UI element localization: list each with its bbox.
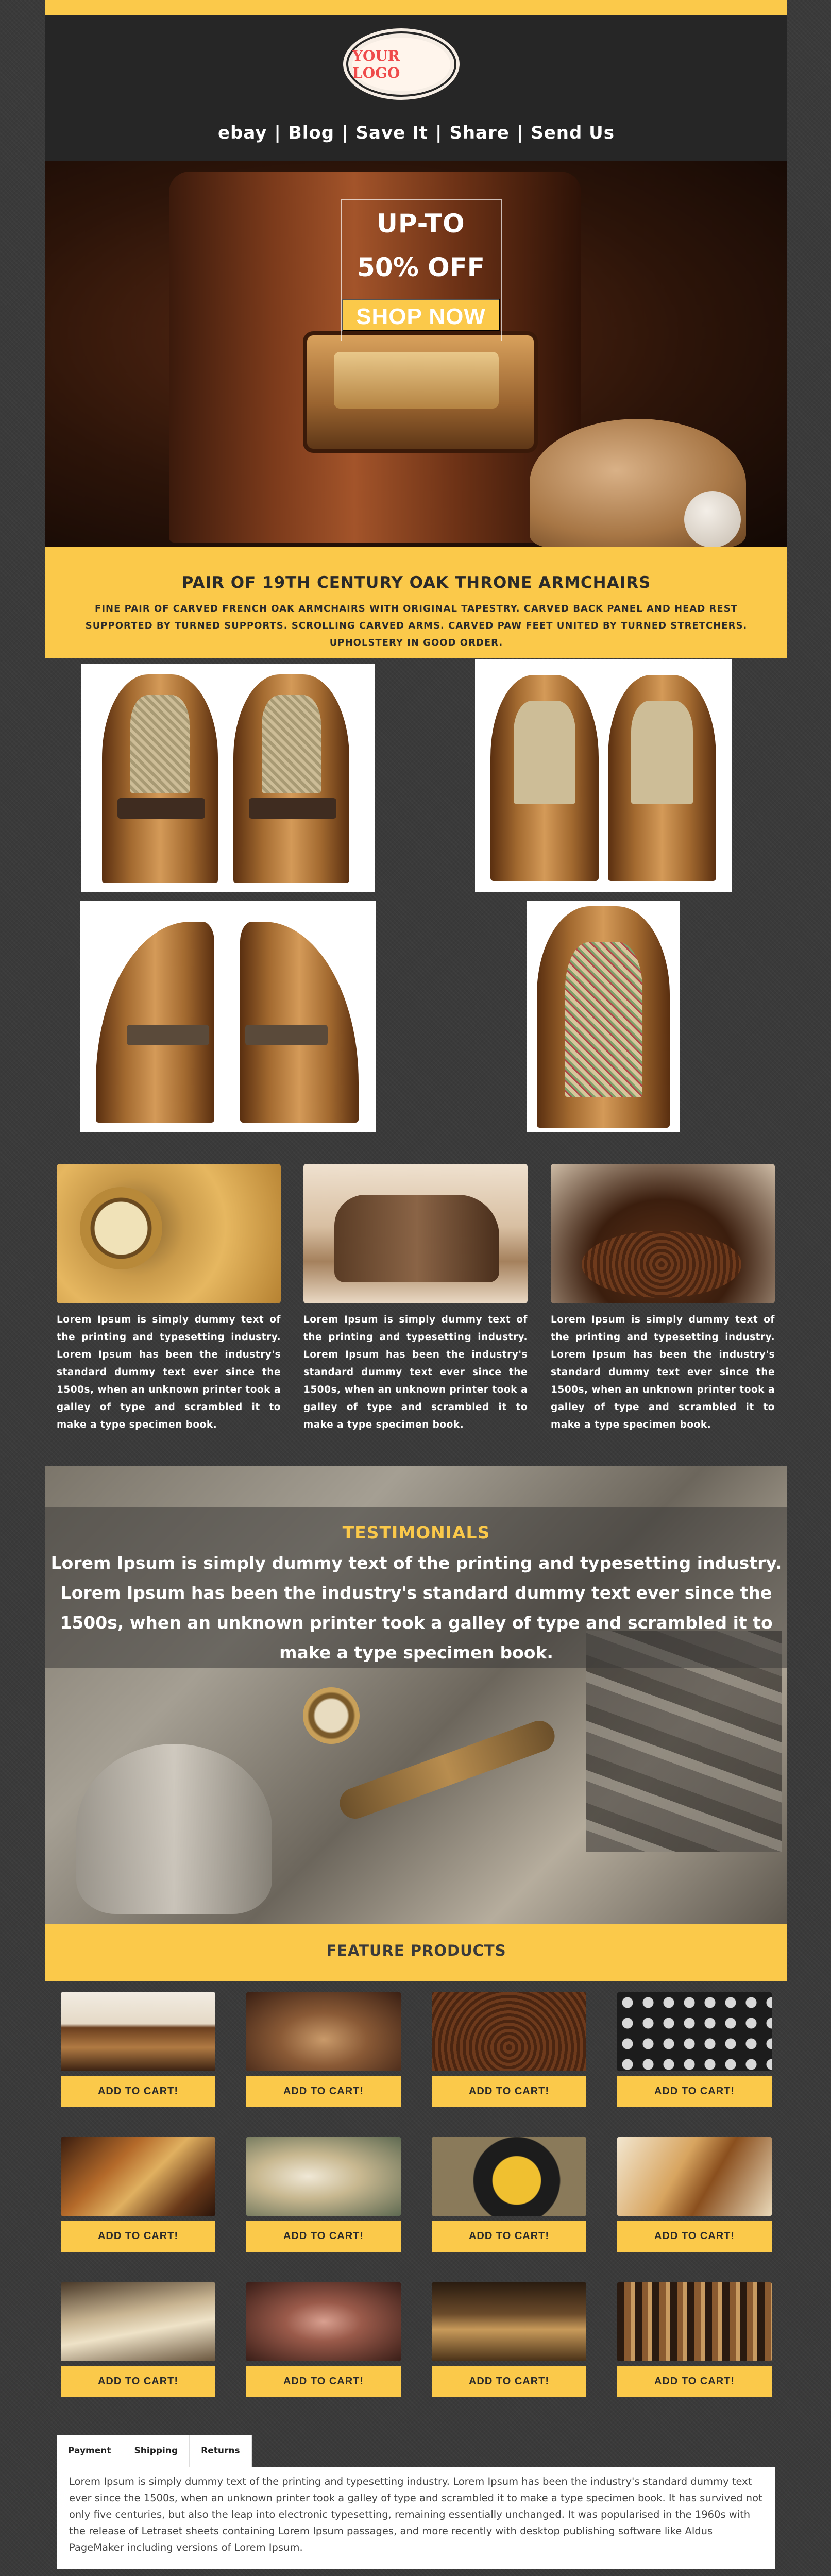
chair-cane-back	[514, 701, 575, 804]
add-to-cart-button[interactable]: ADD TO CART!	[61, 2366, 215, 2397]
tab-content-panel	[57, 2467, 775, 2569]
nav-ebay[interactable]: ebay	[217, 123, 267, 143]
info-tabs	[57, 2435, 252, 2468]
chair-photo-side[interactable]	[80, 901, 376, 1132]
key-icon	[335, 1717, 559, 1823]
tab-payment[interactable]: Payment	[57, 2435, 123, 2468]
nav-separator: |	[435, 123, 443, 143]
shop-now-button[interactable]: SHOP NOW	[342, 299, 500, 331]
product-description: FINE PAIR OF CARVED FRENCH OAK ARMCHAIRS WITH ORIGINAL TAPESTRY. CARVED BACK PANEL AND HEAD REST SUPPORTED BY TURNED SUPPORTS. SCROLLING CARVED ARMS. CARVED PAW FEET UNITED BY TURNED STRETCHERS. UPHOLSTERY IN GOOD ORDER.	[85, 603, 748, 648]
baseball-illustration	[684, 491, 741, 547]
jewelry-box-icon[interactable]	[246, 1992, 401, 2071]
testimonials-title: TESTIMONIALS	[342, 1522, 490, 1543]
nav-blog[interactable]: Blog	[288, 123, 335, 143]
chair-room-icon[interactable]	[432, 2282, 586, 2361]
testimonial-quote: Lorem Ipsum is simply dummy text of the printing and typesetting industry. Lorem Ipsum has been the industry's standard dummy text ever since the 1500s, when an unknown printer took a galley of type and scrambled it to make a type specimen book.	[50, 1553, 782, 1663]
book-glasses-icon[interactable]	[61, 2282, 215, 2361]
coffee-beans-icon	[582, 1231, 741, 1298]
main-nav	[45, 117, 787, 148]
chair-photo-detail[interactable]	[527, 901, 680, 1132]
add-to-cart-button[interactable]: ADD TO CART!	[432, 2076, 586, 2107]
tab-returns[interactable]: Returns	[190, 2435, 251, 2468]
typewriter-icon[interactable]	[617, 1992, 772, 2071]
promo-discount: 50% OFF	[357, 252, 485, 282]
radio-icon[interactable]	[61, 1992, 215, 2071]
chair-shape	[96, 922, 214, 1123]
chair-seat	[127, 1025, 209, 1045]
feature-products-header	[45, 1924, 787, 1981]
tab-content-text: Lorem Ipsum is simply dummy text of the printing and typesetting industry. Lorem Ipsum has been the industry's standard dummy text ever since the 1500s, when an unknown printer took a galley of type and scrambled it to make a type specimen book. It has survived not only five centuries, but also the leap into electronic typesetting, remaining essentially unchanged. It was popularised in the 1960s with the release of Letraset sheets containing Lorem Ipsum passages, and more recently with desktop publishing software like Aldus PageMaker including versions of Lorem Ipsum.	[69, 2476, 762, 2553]
teacups-icon[interactable]	[246, 2137, 401, 2216]
logo-text: YOUR LOGO	[352, 38, 450, 91]
card-text: Lorem Ipsum is simply dummy text of the printing and typesetting industry. Lorem Ipsum has been the industry's standard dummy text ever since the 1500s, when an unknown printer took a galley of type and scrambled it to make a type specimen book.	[303, 1314, 528, 1430]
add-to-cart-button[interactable]: ADD TO CART!	[246, 2221, 401, 2252]
chair-photo-back[interactable]	[475, 659, 732, 892]
chair-tapestry	[130, 695, 190, 793]
radio-dial	[334, 352, 499, 409]
add-to-cart-button[interactable]: ADD TO CART!	[61, 2221, 215, 2252]
add-to-cart-button[interactable]: ADD TO CART!	[61, 2076, 215, 2107]
feature-products-title: FEATURE PRODUCTS	[326, 1942, 506, 1959]
chair-cane-back	[631, 701, 693, 804]
chair-tapestry	[262, 695, 321, 793]
violin-icon[interactable]	[617, 2137, 772, 2216]
spoons-illustration	[76, 1744, 272, 1914]
chair-shape	[240, 922, 359, 1123]
nav-share[interactable]: Share	[449, 123, 510, 143]
chair-tapestry	[565, 942, 642, 1097]
logo[interactable]	[343, 28, 460, 100]
car-icon	[334, 1195, 499, 1282]
product-title: PAIR OF 19TH CENTURY OAK THRONE ARMCHAIRS	[181, 573, 651, 592]
tab-shipping[interactable]: Shipping	[123, 2435, 190, 2468]
chair-seat	[249, 798, 336, 819]
add-to-cart-button[interactable]: ADD TO CART!	[432, 2366, 586, 2397]
card-text: Lorem Ipsum is simply dummy text of the printing and typesetting industry. Lorem Ipsum has been the industry's standard dummy text ever since the 1500s, when an unknown printer took a galley of type and scrambled it to make a type specimen book.	[551, 1314, 775, 1430]
add-to-cart-button[interactable]: ADD TO CART!	[617, 2366, 772, 2397]
compass-icon	[80, 1187, 162, 1269]
chair-seat	[245, 1025, 328, 1045]
nav-separator: |	[274, 123, 281, 143]
nav-separator: |	[342, 123, 349, 143]
vintage-car-photo[interactable]	[303, 1164, 528, 1303]
add-to-cart-button[interactable]: ADD TO CART!	[617, 2221, 772, 2252]
coffee-grinder-photo[interactable]	[551, 1164, 775, 1303]
card-text: Lorem Ipsum is simply dummy text of the printing and typesetting industry. Lorem Ipsum has been the industry's standard dummy text ever since the 1500s, when an unknown printer took a galley of type and scrambled it to make a type specimen book.	[57, 1314, 281, 1430]
nav-separator: |	[516, 123, 524, 143]
pocket-watch-icon	[303, 1687, 360, 1744]
add-to-cart-button[interactable]: ADD TO CART!	[432, 2221, 586, 2252]
doll-icon[interactable]	[246, 2282, 401, 2361]
add-to-cart-button[interactable]: ADD TO CART!	[246, 2366, 401, 2397]
coffee-beans-icon[interactable]	[432, 1992, 586, 2071]
chair-photo-front[interactable]	[81, 664, 375, 892]
add-to-cart-button[interactable]: ADD TO CART!	[246, 2076, 401, 2107]
add-to-cart-button[interactable]: ADD TO CART!	[617, 2076, 772, 2107]
top-accent-strip	[45, 0, 787, 15]
telephone-icon[interactable]	[432, 2137, 586, 2216]
toys-icon[interactable]	[61, 2137, 215, 2216]
nav-save-it[interactable]: Save It	[355, 123, 428, 143]
chair-seat	[117, 798, 205, 819]
nav-send-us[interactable]: Send Us	[531, 123, 615, 143]
product-info	[45, 547, 787, 658]
compass-photo[interactable]	[57, 1164, 281, 1303]
promo-headline: UP-TO	[377, 209, 465, 239]
bookshelf-icon[interactable]	[617, 2282, 772, 2361]
